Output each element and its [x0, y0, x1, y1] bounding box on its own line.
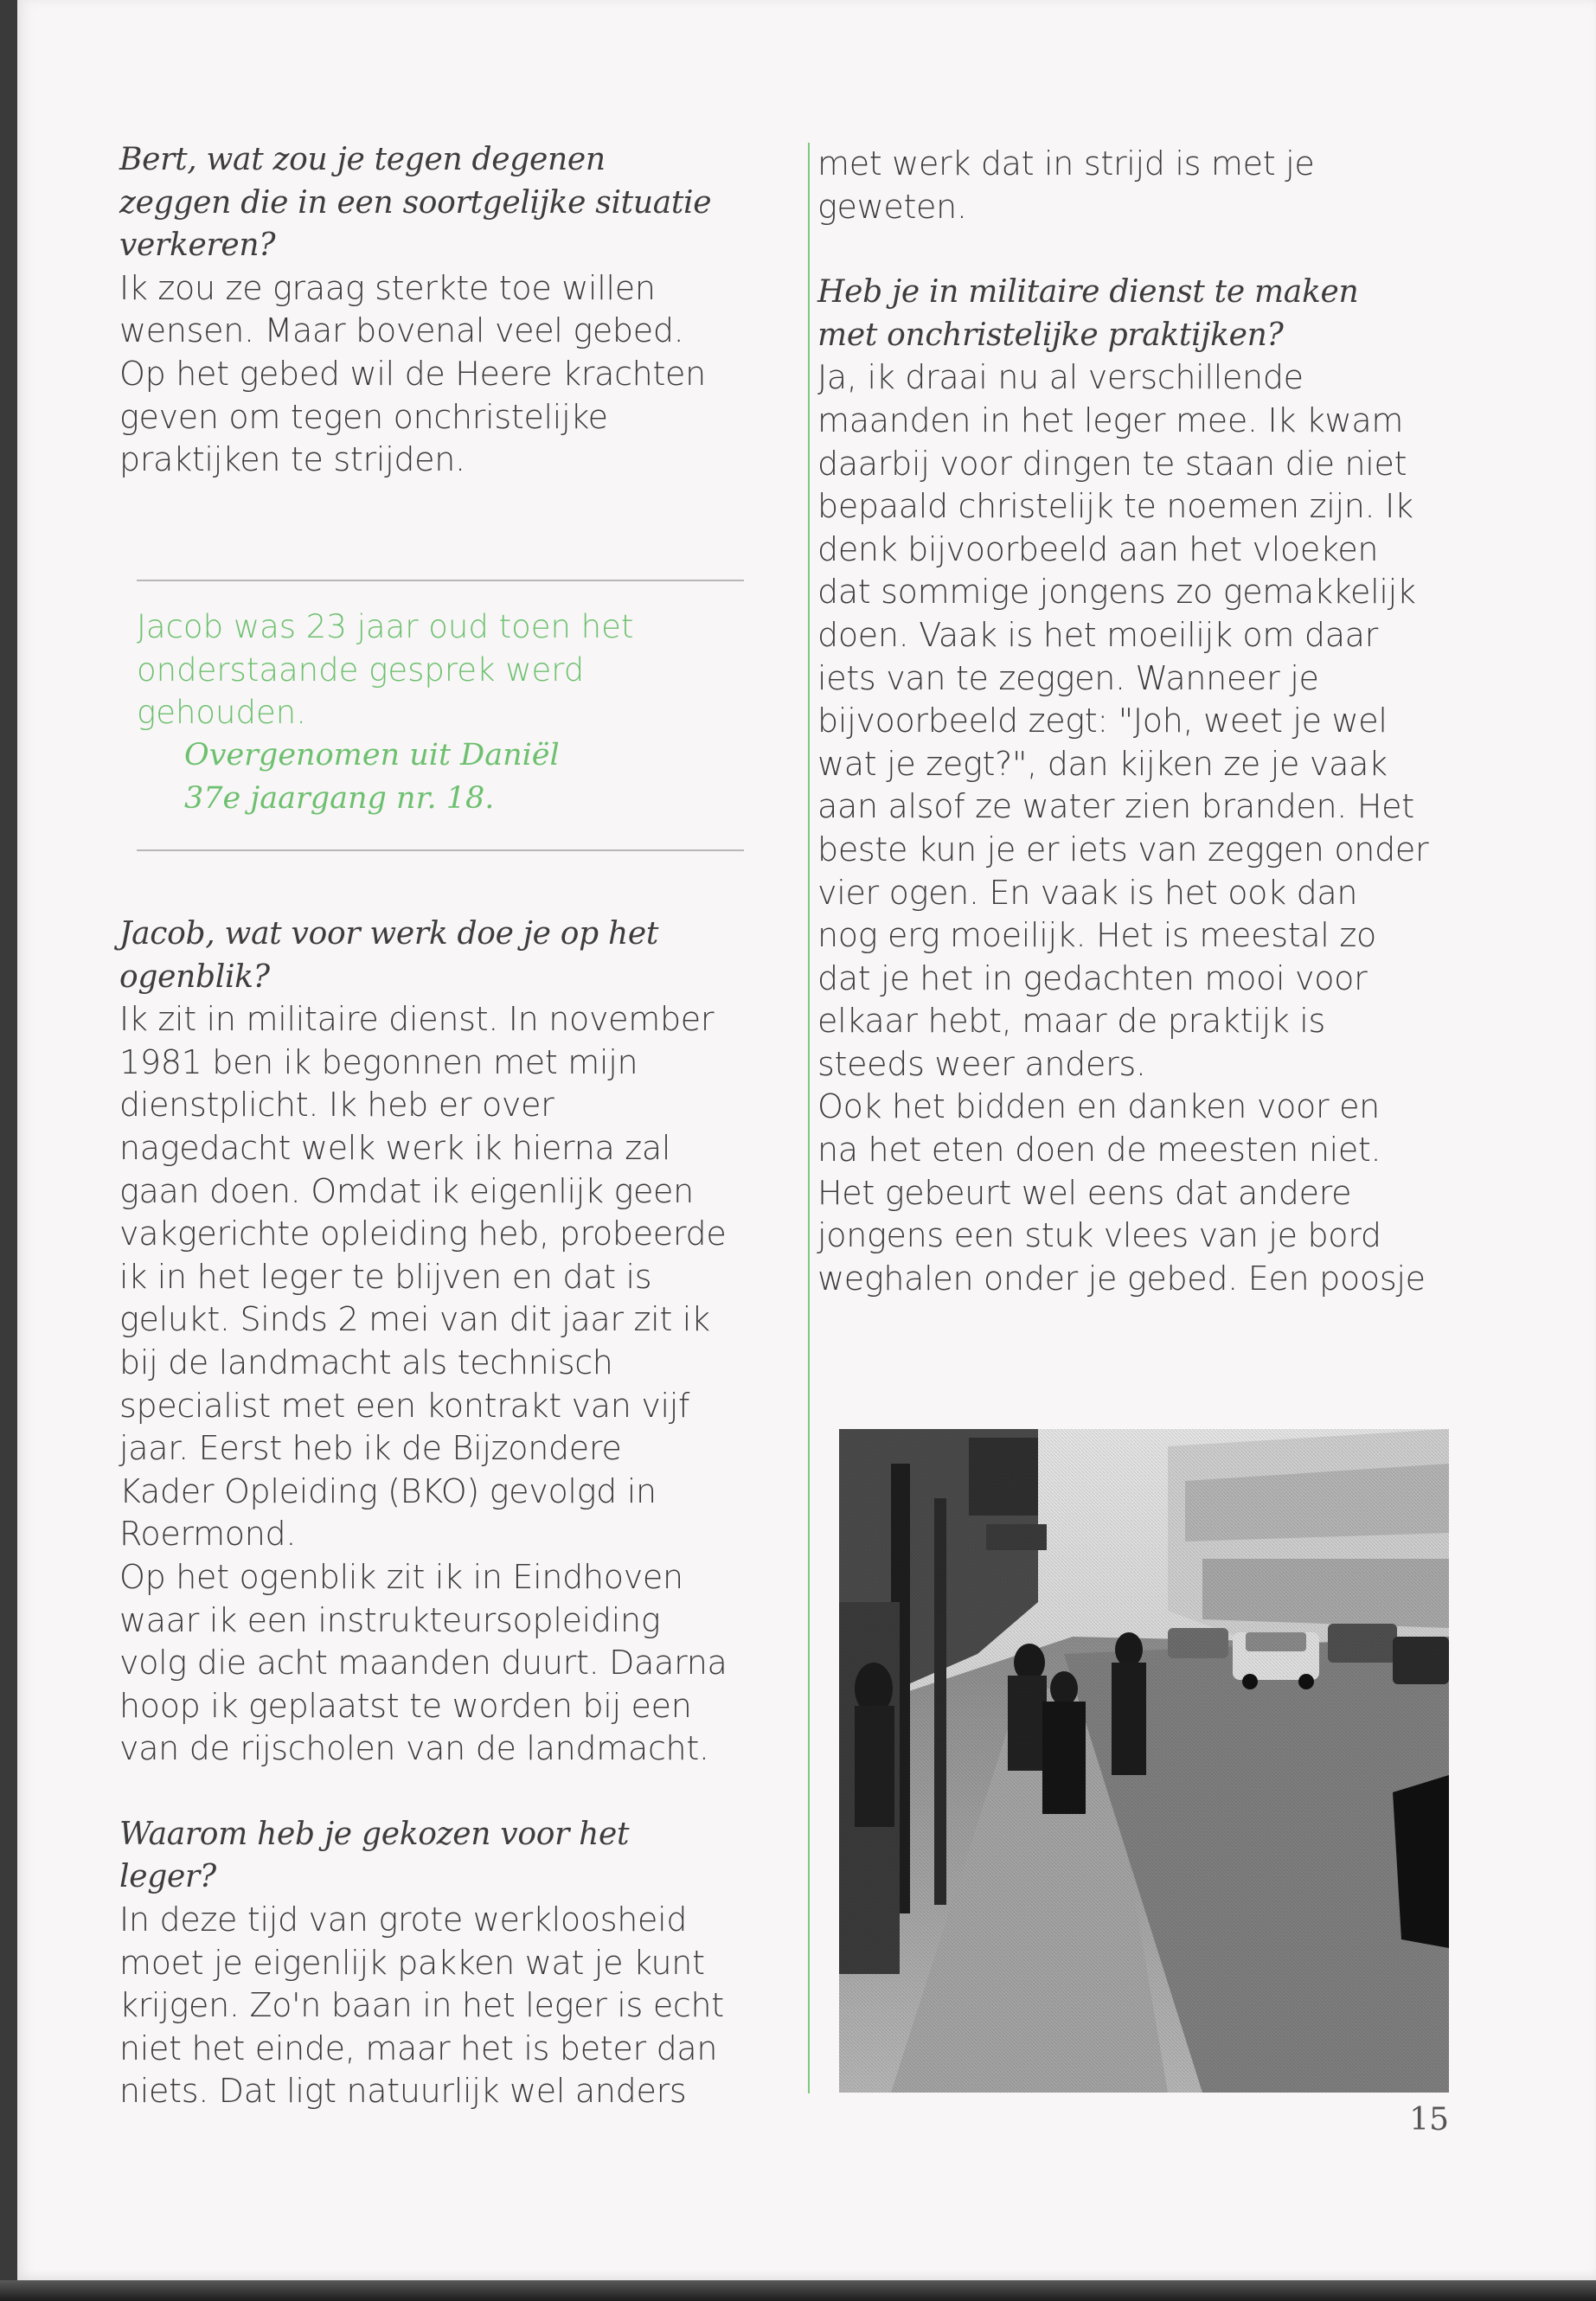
- intro-text: Jacob was 23 jaar oud toen het onderstaande gesprek werd gehouden.: [137, 608, 634, 732]
- street-photo-image: [839, 1429, 1449, 2093]
- street-photo: [839, 1429, 1449, 2093]
- left-column-lower: [119, 913, 751, 2113]
- answer-army: In deze tijd van grote werkloosheid moet je eigenlijk pakken wat je kunt krijgen. Zo'n baan in het leger is echt niet het einde, maar het is beter dan niets. Dat ligt natuurlijk wel anders: [119, 1900, 724, 2111]
- intro-source: Overgenomen uit Daniël 37e jaargang nr. 18.: [184, 738, 560, 816]
- answer-practices-2: Ook het bidden en danken voor en na het eten doen de meesten niet. Het gebeurt wel eens dat andere jongens een stuk vlees van je bord weghalen onder je gebed. Een poosje: [817, 1087, 1426, 1298]
- question-bert: Bert, wat zou je tegen degenen zeggen die in een soortgelijke situatie verkeren?: [119, 142, 712, 264]
- answer-practices-1: Ja, ik draai nu al verschillende maanden in het leger mee. Ik kwam daarbij voor dingen te staan die niet bepaald christelijk te noemen zijn. Ik denk bijvoorbeeld aan het vloeken dat sommige jongens zo gemakkelijk doen. Vaak is het moeilijk om daar iets van te zeggen. Wanneer je bijvoorbeeld zegt: "Joh, weet je wel wat je zegt?", dan kijken ze je vaak aan alsof ze water zien branden. Het beste kun je er iets van zeggen onder vier ogen. En vaak is het ook dan nog erg moeilijk. Het is meestal zo dat je het in gedachten mooi voor elkaar hebt, maar de praktijk is steeds weer anders.: [817, 358, 1429, 1083]
- left-column: [119, 138, 751, 482]
- question-army: Waarom heb je gekozen voor het leger?: [119, 1816, 630, 1895]
- right-column: [817, 143, 1449, 1300]
- answer-bert: Ik zou ze graag sterkte toe willen wensen. Maar bovenal veel gebed. Op het gebed wil de Heere krachten geven om tegen onchristelijke praktijken te strijden.: [119, 268, 706, 479]
- intro-box: [137, 580, 744, 851]
- column-divider: [808, 143, 810, 2093]
- answer-work-2: Op het ogenblik zit ik in Eindhoven waar ik een instrukteursopleiding volg die acht maanden duurt. Daarna hoop ik geplaatst te worden bij een van de rijscholen van de landmacht.: [119, 1557, 727, 1768]
- answer-work-1: Ik zit in militaire dienst. In november 1981 ben ik begonnen met mijn dienstplicht. Ik heb er over nagedacht welk werk ik hierna zal gaan doen. Omdat ik eigenlijk geen vakgerichte opleiding heb, probeerde ik in het leger te blijven en dat is gelukt. Sinds 2 mei van dit jaar zit ik bij de landmacht als technisch specialist met een kontrakt van vijf jaar. Eerst heb ik de Bijzondere Kader Opleiding (BKO) gevolgd in Roermond.: [119, 1000, 727, 1554]
- question-work: Jacob, wat voor werk doe je op het ogenblik?: [119, 916, 659, 995]
- page-number: 15: [1409, 2102, 1449, 2138]
- page-edge-strip: [0, 2280, 1596, 2301]
- answer-army-continued: met werk dat in strijd is met je geweten.: [817, 144, 1315, 226]
- question-practices: Heb je in militaire dienst te maken met onchristelijke praktijken?: [817, 274, 1359, 353]
